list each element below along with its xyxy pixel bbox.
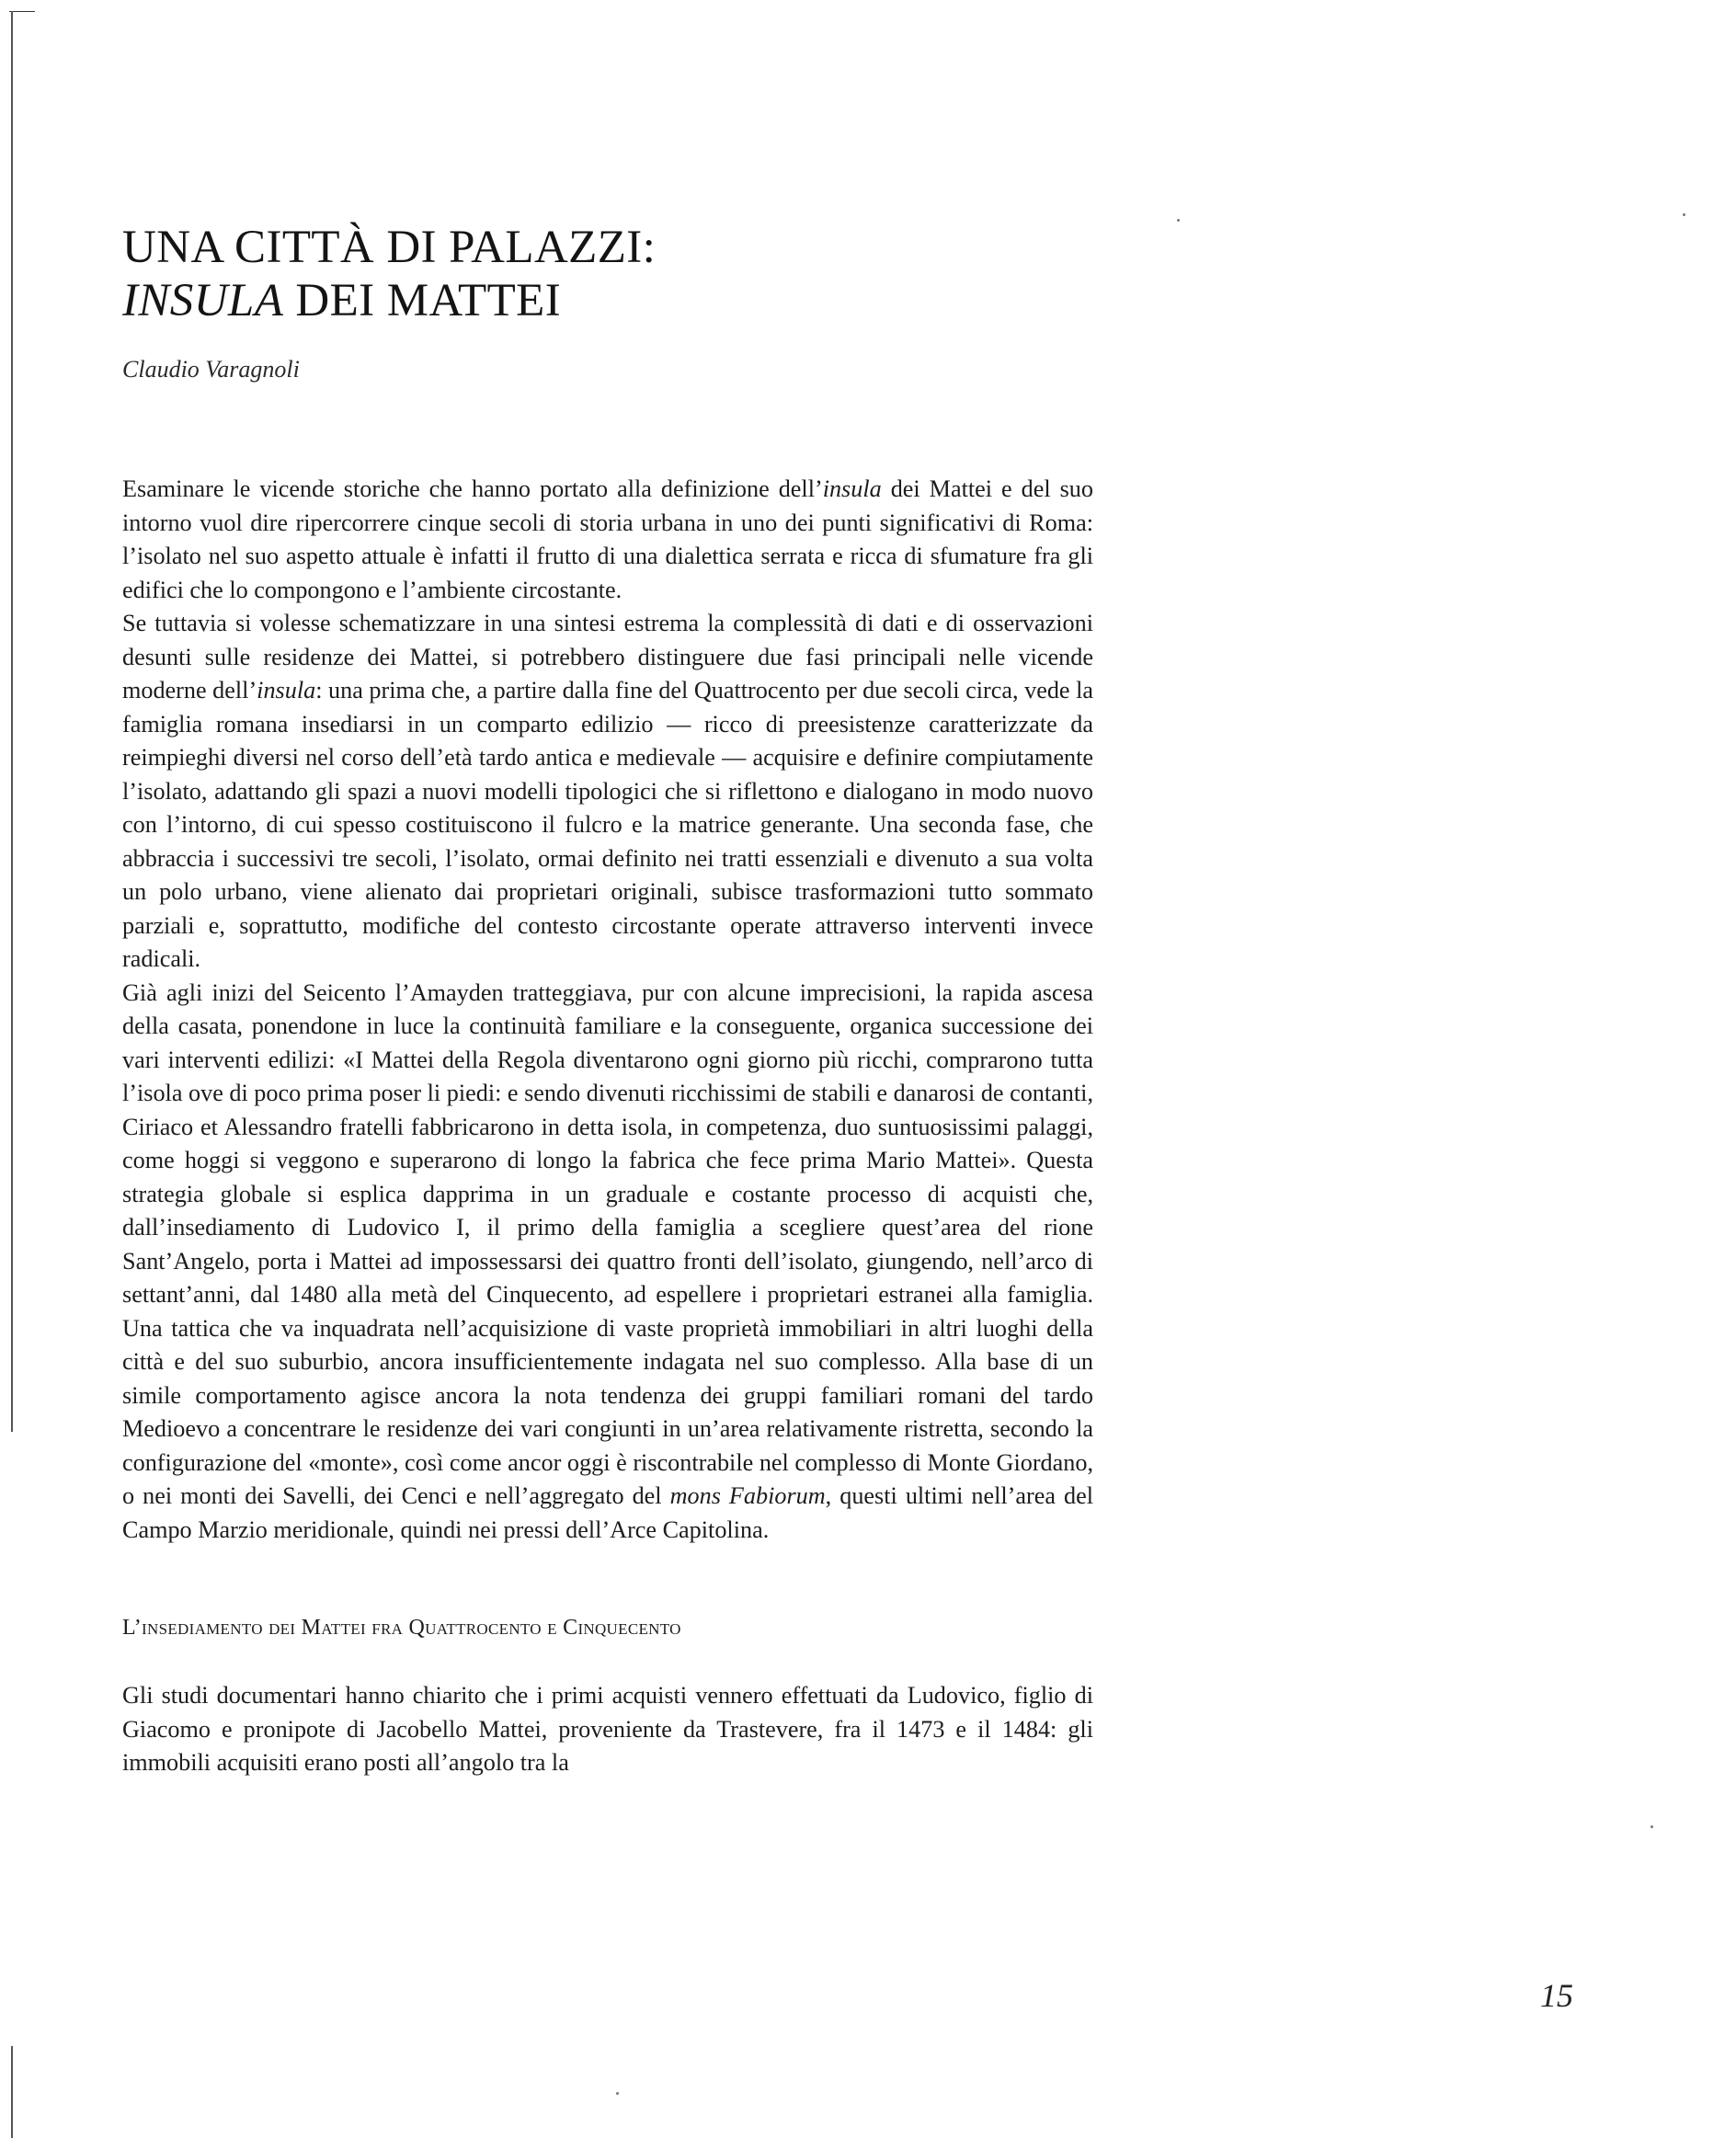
paragraph-2 bbox=[122, 607, 1093, 977]
article-title-line-1: UNA CITTÀ DI PALAZZI: bbox=[122, 222, 657, 273]
text-run: , questi ultimi nell’area del Campo Marzio meridionale, quindi nei pressi dell’Arce Capitolina. bbox=[122, 1482, 1093, 1543]
scan-speck bbox=[1177, 219, 1180, 222]
italic-run: insula bbox=[822, 475, 882, 502]
article bbox=[122, 221, 1093, 1780]
paragraph-3 bbox=[122, 977, 1093, 1548]
scan-speck bbox=[616, 2092, 619, 2095]
text-run: Se tuttavia si volesse schematizzare in una sintesi estrema la complessità di dati e di osservazioni desunti sulle residenze dei Mattei, si potrebbero distinguere due fasi principali nelle vicende moderne dell’ bbox=[122, 610, 1093, 703]
section-body-text bbox=[122, 1679, 1093, 1780]
scan-speck bbox=[1650, 1825, 1653, 1828]
title-rest: DEI MATTEI bbox=[283, 275, 562, 326]
italic-run: insula bbox=[257, 677, 316, 703]
page-edge-line bbox=[11, 11, 13, 1432]
section-paragraph-1: Gli studi documentari hanno chiarito che i primi acquisti vennero effettuati da Ludovico, figlio di Giacomo e pronipote di Jacobello Mattei, proveniente da Trastevere, fra il 1473 e il 1484: gli immobili acquisiti erano posti all’angolo tra la bbox=[122, 1682, 1093, 1776]
text-run: Già agli inizi del Seicento l’Amayden tratteggiava, pur con alcune imprecisioni, la rapida ascesa della casata, ponendone in luce la continuità familiare e la conseguente, organica successione dei vari interventi edilizi: «I Mattei della Regola diventarono ogni giorno più ricchi, comprarono tutta l’isola ove di poco prima poser li piedi: e sendo divenuti ricchissimi de stabili e danarosi de contanti, Ciriaco et Alessandro fratelli fabbricarono in detta isola, in competenza, duo suntuosissimi palaggi, come hoggi si veggono e superarono di longo la fabrica che fece prima Mario Mattei». Questa strategia globale si esplica dapprima in un graduale e costante processo di acquisti che, dall’insediamento di Ludovico I, il primo della famiglia a scegliere quest’area del rione Sant’Angelo, porta i Mattei ad impossessarsi dei quattro fronti dell’isolato, giungendo, nell’arco di settant’anni, dal 1480 alla metà del Cinquecento, ad espellere i proprietari estranei alla famiglia. Una tattica che va inquadrata nell’acquisizione di vaste proprietà immobiliari in altri luoghi della città e del suo suburbio, ancora insufficientemente indagata nel suo complesso. Alla base di un simile comportamento agisce ancora la nota tendenza dei gruppi familiari romani del tardo Medioevo a concentrare le residenze dei vari congiunti in un’area relativamente ristretta, secondo la configurazione del «monte», così come ancor oggi è riscontrabile nel complesso di Monte Giordano, o nei monti dei Savelli, dei Cenci e nell’aggregato del bbox=[122, 978, 1093, 1509]
title-italic-word: INSULA bbox=[122, 275, 284, 326]
paragraph-1 bbox=[122, 473, 1093, 607]
italic-run: mons Fabiorum bbox=[669, 1482, 826, 1509]
article-title-line-2 bbox=[122, 274, 1093, 327]
text-run: Esaminare le vicende storiche che hanno portato alla definizione dell’ bbox=[122, 475, 823, 502]
crop-mark bbox=[9, 11, 35, 12]
page-edge-line-bottom bbox=[11, 2046, 13, 2138]
author-name: Claudio Varagnoli bbox=[122, 356, 300, 383]
section-heading: L’insediamento dei Mattei fra Quattrocento e Cinquecento bbox=[122, 1616, 681, 1640]
text-run: : una prima che, a partire dalla fine del Quattrocento per due secoli circa, vede la famiglia romana insediarsi in un comparto edilizio — ricco di preesistenze caratterizzate da reimpieghi diversi nel corso dell’età tardo antica e medievale — acquisire e definire compiutamente l’isolato, adattando gli spazi a nuovi modelli tipologici che si riflettono e dialogano in modo nuovo con l’intorno, di cui spesso costituiscono il fulcro e la matrice generante. Una seconda fase, che abbraccia i successivi tre secoli, l’isolato, ormai definito nei tratti essenziali e divenuto a sua volta un polo urbano, viene alienato dai proprietari originali, subisce trasformazioni tutto sommato parziali e, soprattutto, modifiche del contesto circostante operate attraverso interventi invece radicali. bbox=[122, 677, 1093, 972]
scan-speck bbox=[1683, 213, 1685, 216]
text-run: dei Mattei e del suo intorno vuol dire ripercorrere cinque secoli di storia urbana in uno dei punti significativi di Roma: l’isolato nel suo aspetto attuale è infatti il frutto di una dialettica serrata e ricca di sfumature fra gli edifici che lo compongono e l’ambiente circostante. bbox=[122, 475, 1093, 603]
body-text bbox=[122, 473, 1093, 1547]
page-number: 15 bbox=[1540, 1977, 1573, 2014]
